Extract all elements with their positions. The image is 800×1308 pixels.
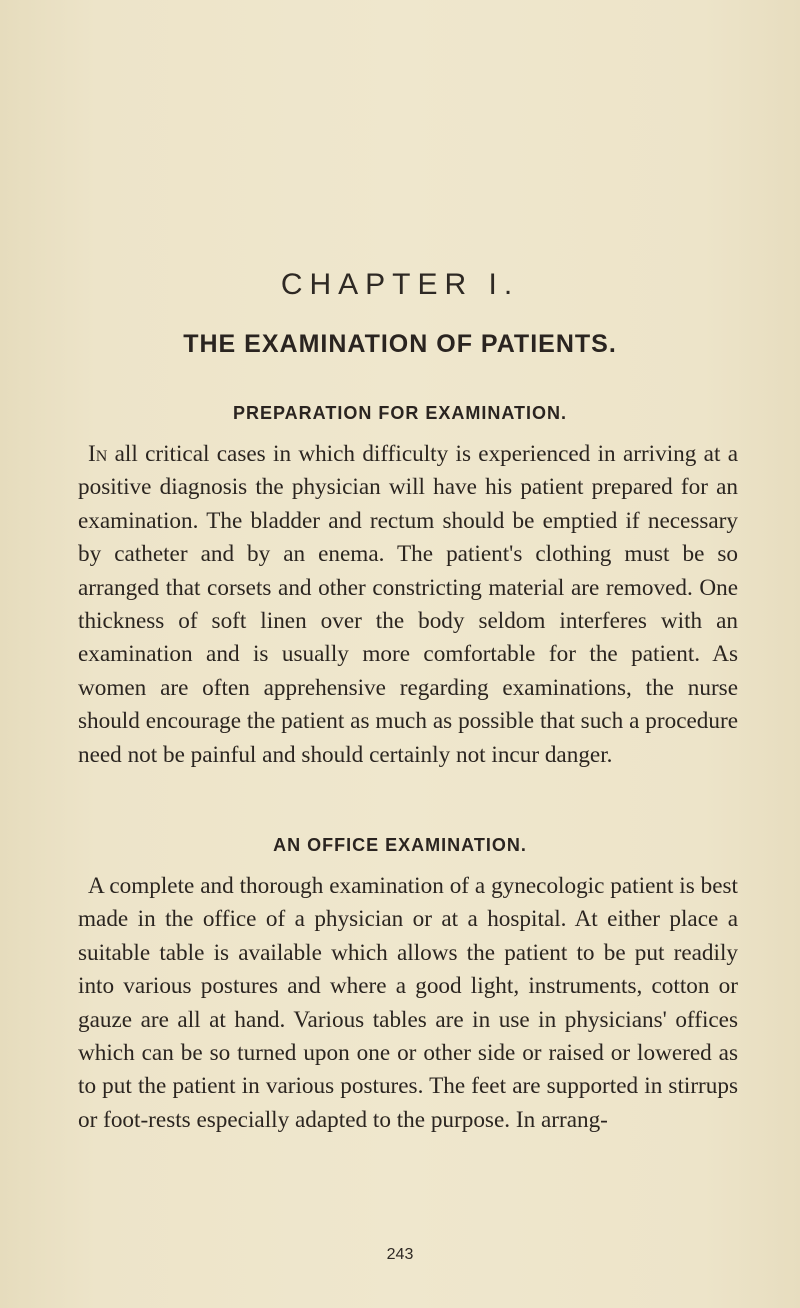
paragraph-text: all critical cases in which difficulty is experienced in arriving at a positive diagnosis the physician will have his patient prepared for an examination. The bladder and rectum should be emptied if necessary by catheter and by an enema. The patient's clothing must be so arranged that corsets and other constricting material are removed. One thickness of soft linen over the body seldom interferes with an examination and is usually more comfortable for the patient. As women are often apprehensive regarding examinations, the nurse should encourage the patient as much as possible that such a procedure need not be painful and should certainly not incur danger. xyxy=(78,441,738,768)
paragraph: A complete and thorough examination of a gynecologic patient is best made in the office of a physician or at a hospital. At either place a suitable table is available which allows the patient to be put readily into various postures and where a good light, instruments, cotton or gauze are all at hand. Various tables are in use in physicians' offices which can be so turned upon one or other side or raised or lowered as to put the patient in various postures. The feet are supported in stirrups or foot-rests especially adapted to the purpose. In arrang- xyxy=(78,873,738,1133)
chapter-heading: CHAPTER I. xyxy=(280,268,520,301)
chapter-title: THE EXAMINATION OF PATIENTS. xyxy=(183,330,617,358)
section-heading-preparation: PREPARATION FOR EXAMINATION. xyxy=(233,403,567,423)
page-number: 243 xyxy=(386,1246,414,1263)
section-body-office-examination xyxy=(78,870,738,1137)
paragraph xyxy=(78,438,738,772)
section-body-preparation xyxy=(78,438,738,772)
section-heading-office-examination: AN OFFICE EXAMINATION. xyxy=(273,835,527,855)
lead-word: In xyxy=(88,441,108,467)
